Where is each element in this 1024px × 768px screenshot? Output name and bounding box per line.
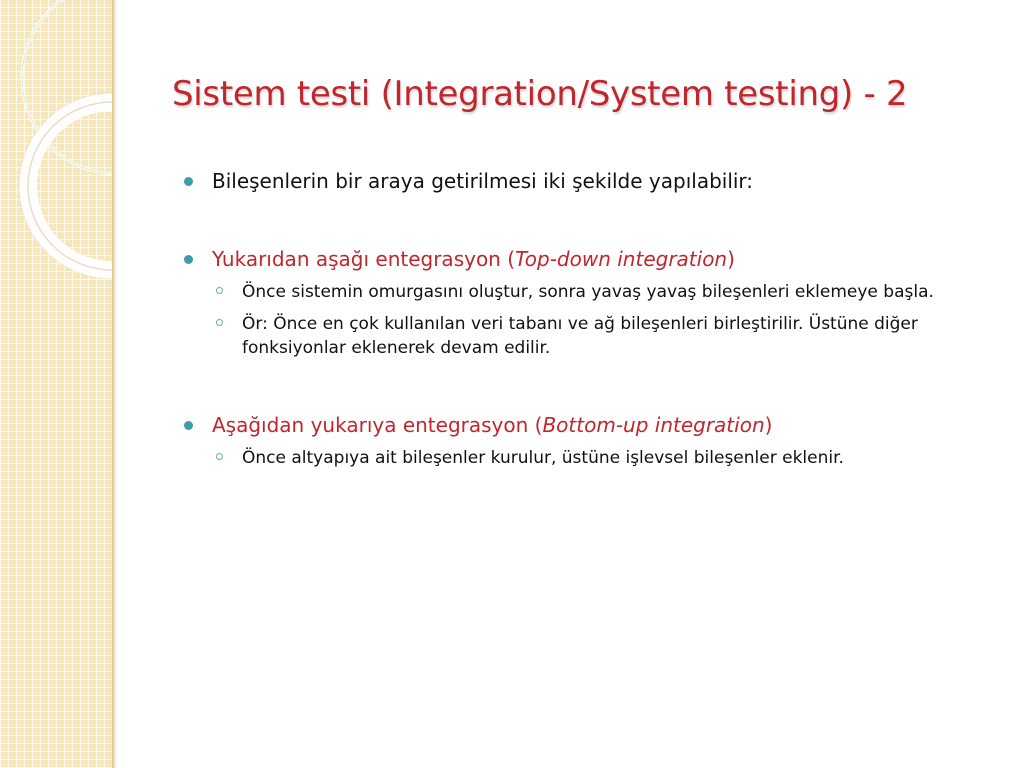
hollow-circle-bullet-icon bbox=[216, 287, 223, 294]
filled-circle-bullet-icon bbox=[184, 421, 193, 430]
slide-title: Sistem testi (Integration/System testing) - 2 bbox=[172, 74, 908, 114]
sub-bullet-item bbox=[182, 446, 942, 470]
sidebar-divider-shadow bbox=[114, 0, 118, 768]
bullet-text-suffix: ) bbox=[764, 413, 773, 437]
sub-bullet-text: Önce sistemin omurgasını oluştur, sonra yavaş yavaş bileşenleri eklemeye başla. bbox=[242, 282, 934, 302]
bullet-item-2 bbox=[182, 246, 982, 272]
sub-bullet-item bbox=[182, 280, 942, 304]
hollow-circle-bullet-icon bbox=[216, 319, 223, 326]
hollow-circle-bullet-icon bbox=[216, 453, 223, 460]
sub-bullet-text: Önce altyapıya ait bileşenler kurulur, üstüne işlevsel bileşenler eklenir. bbox=[242, 448, 844, 468]
bullet-text-italic: Top-down integration bbox=[515, 247, 728, 271]
bullet-item-1 bbox=[182, 168, 982, 194]
sub-bullet-text: Ör: Önce en çok kullanılan veri tabanı ve ağ bileşenleri birleştirilir. Üstüne diğer fonksiyonlar eklenerek devam edilir. bbox=[242, 314, 918, 358]
sub-bullet-item bbox=[182, 312, 942, 360]
bullet-item-3 bbox=[182, 412, 982, 438]
bullet-text-prefix: Yukarıdan aşağı entegrasyon ( bbox=[212, 247, 516, 271]
filled-circle-bullet-icon bbox=[184, 255, 193, 264]
bullet-text-prefix: Aşağıdan yukarıya entegrasyon ( bbox=[212, 413, 543, 437]
bullet-text-italic: Bottom-up integration bbox=[542, 413, 765, 437]
slide-content bbox=[182, 168, 982, 470]
filled-circle-bullet-icon bbox=[184, 177, 193, 186]
bullet-text-suffix: ) bbox=[727, 247, 735, 271]
decorative-rings-icon bbox=[0, 0, 112, 768]
decorative-sidebar bbox=[0, 0, 112, 768]
bullet-text: Bileşenlerin bir araya getirilmesi iki şekilde yapılabilir: bbox=[212, 169, 754, 193]
